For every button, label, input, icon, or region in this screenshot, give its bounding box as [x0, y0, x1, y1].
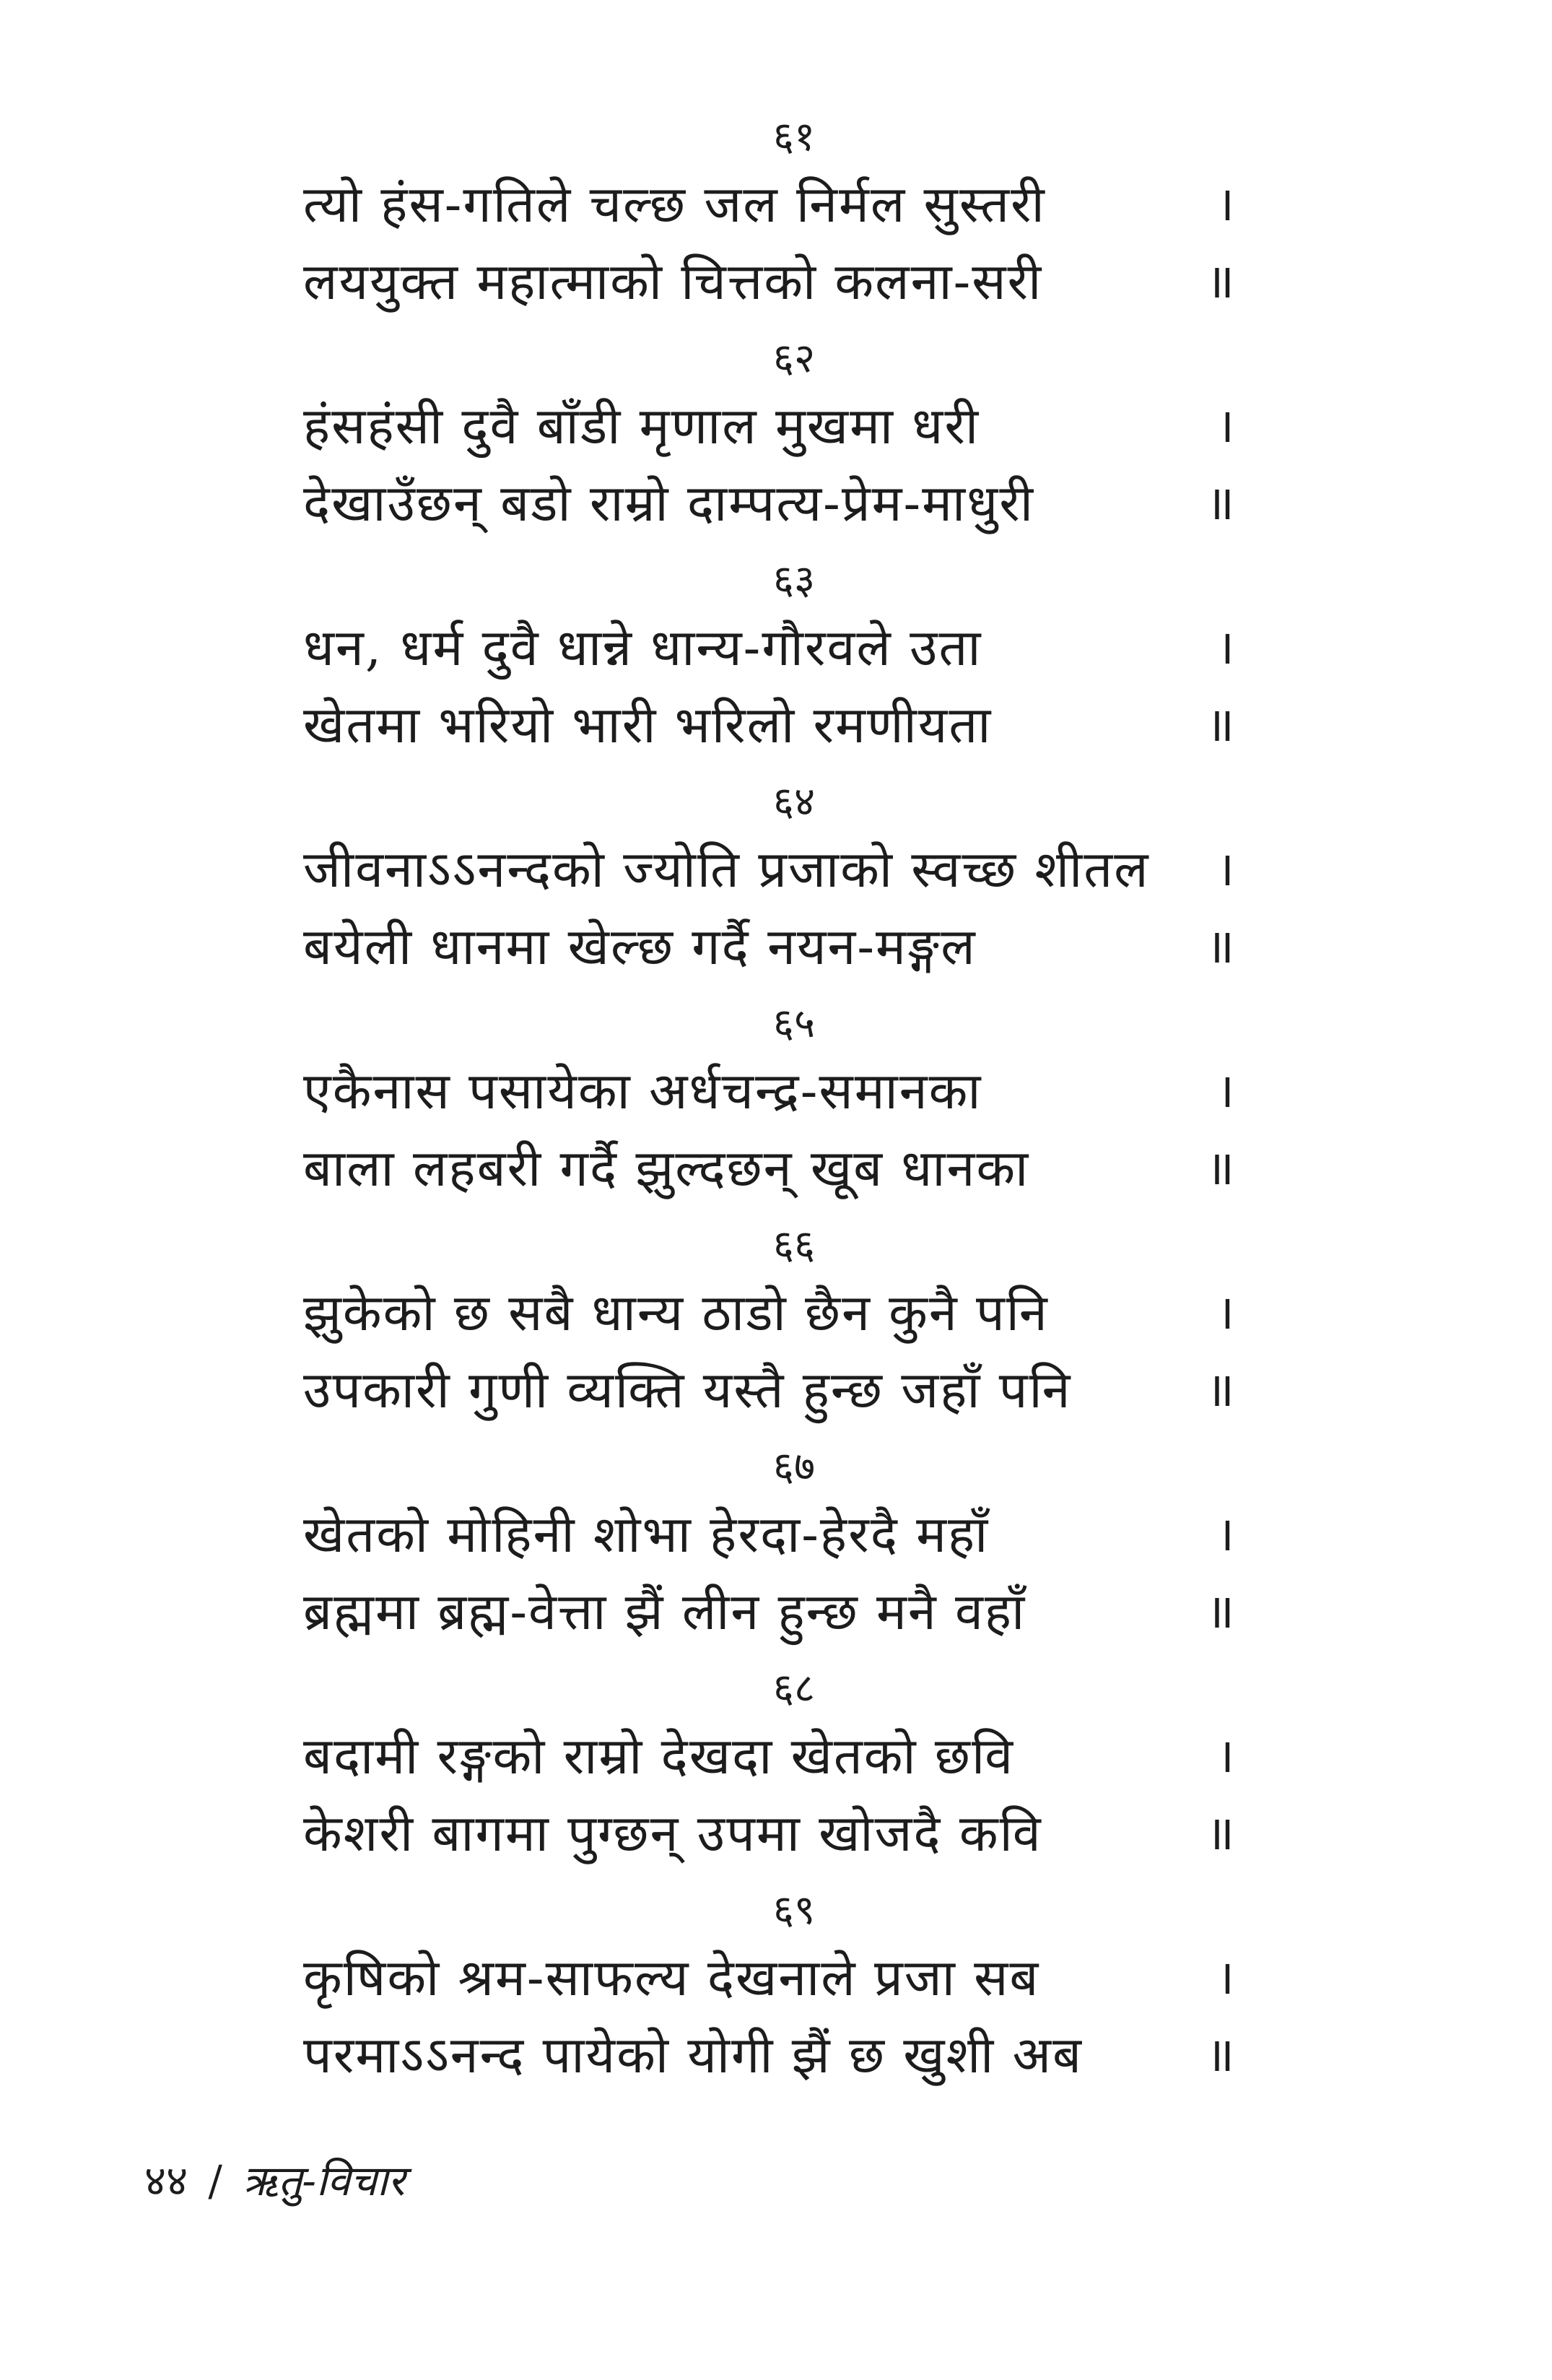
verse-line-text: परमाऽऽनन्द पायेको योगी झैं छ खुशी अब: [303, 2025, 1083, 2085]
stanza: [303, 1660, 1242, 1882]
page-footer: [144, 2148, 405, 2213]
double-danda-mark: ॥: [1206, 475, 1234, 531]
verse-line: [303, 1273, 1234, 1352]
stanza: [303, 108, 1242, 330]
double-danda-mark: ॥: [1206, 2027, 1234, 2082]
verse-line-text: कृषिको श्रम-साफल्य देखनाले प्रजा सब: [303, 1948, 1040, 2007]
verse-line-text: देखाउँछन् बडो राम्रो दाम्पत्य-प्रेम-माधुरी: [303, 474, 1034, 533]
book-title: ऋतु-विचार: [242, 2156, 405, 2205]
danda-mark: ।: [1216, 620, 1234, 675]
verse-line: [303, 830, 1234, 909]
verse-number: ६३: [772, 557, 816, 604]
verse-number: ६६: [772, 1222, 816, 1269]
stanza: [303, 1438, 1242, 1660]
danda-mark: ।: [1216, 176, 1234, 232]
verse-line: [303, 685, 1234, 765]
verse-number: ६४: [772, 778, 816, 825]
double-danda-mark: ॥: [1206, 918, 1234, 974]
verse-line: [303, 907, 1234, 986]
danda-mark: ।: [1216, 398, 1234, 453]
verse-line-text: लययुक्त महात्माको चित्तको कलना-सरी: [303, 252, 1043, 311]
double-danda-mark: ॥: [1206, 1362, 1234, 1417]
poem-body: [303, 108, 1242, 2103]
verse-line: [303, 1716, 1234, 1796]
verse-line-text: ब्रह्ममा ब्रह्म-वेत्ता झैं लीन हुन्छ मनै वहाँ: [303, 1582, 1026, 1641]
verse-line-text: बदामी रङ्गको राम्रो देखदा खेतको छवि: [303, 1727, 1014, 1786]
verse-line-text: बयेली धानमा खेल्छ गर्दै नयन-मङ्गल: [303, 917, 977, 976]
verse-line: [303, 464, 1234, 543]
verse-line: [303, 1794, 1234, 1873]
verse-line: [303, 1495, 1234, 1574]
page-number: ४४: [144, 2156, 188, 2205]
danda-mark: ।: [1216, 1285, 1234, 1340]
verse-line-text: केशरी बागमा पुग्छन् उपमा खोजदै कवि: [303, 1804, 1042, 1863]
verse-line-text: उपकारी गुणी व्यक्ति यस्तै हुन्छ जहाँ पनि: [303, 1360, 1072, 1420]
verse-line: [303, 165, 1234, 244]
verse-line-text: बाला लहबरी गर्दै झुल्दछन् खूब धानका: [303, 1139, 1030, 1198]
stanza: [303, 995, 1242, 1217]
danda-mark: ।: [1216, 1728, 1234, 1784]
verse-number: ६७: [772, 1443, 816, 1490]
verse-line: [303, 1938, 1234, 2018]
double-danda-mark: ॥: [1206, 1584, 1234, 1639]
verse-line: [303, 386, 1234, 466]
double-danda-mark: ॥: [1206, 1140, 1234, 1196]
danda-mark: ।: [1216, 1063, 1234, 1119]
verse-line: [303, 608, 1234, 687]
verse-number: ६९: [772, 1887, 816, 1934]
verse-line: [303, 1129, 1234, 1208]
verse-number: ६५: [772, 1000, 816, 1047]
danda-mark: ।: [1216, 841, 1234, 897]
verse-line-text: धन, धर्म दुवै धान्ने धान्य-गौरवले उता: [303, 618, 982, 677]
verse-line-text: जीवनाऽऽनन्दको ज्योति प्रजाको स्वच्छ शीतल: [303, 840, 1150, 899]
verse-line-text: झुकेको छ सबै धान्य ठाडो छैन कुनै पनि: [303, 1283, 1049, 1342]
stanza: [303, 773, 1242, 995]
verse-line: [303, 1350, 1234, 1430]
verse-line: [303, 242, 1234, 321]
verse-line-text: खेतमा भरियो भारी भरिलो रमणीयता: [303, 695, 993, 755]
double-danda-mark: ॥: [1206, 697, 1234, 752]
verse-line-text: हंसहंसी दुवै बाँडी मृणाल मुखमा धरी: [303, 396, 980, 456]
verse-line-text: खेतको मोहिनी शोभा हेरदा-हेरदै महाँ: [303, 1505, 990, 1564]
verse-number: ६१: [772, 113, 816, 160]
double-danda-mark: ॥: [1206, 1805, 1234, 1861]
stanza: [303, 1217, 1242, 1438]
danda-mark: ।: [1216, 1950, 1234, 2005]
verse-line-text: एकैनास पसायेका अर्धचन्द्र-समानका: [303, 1061, 982, 1121]
verse-line: [303, 1572, 1234, 1651]
danda-mark: ।: [1216, 1506, 1234, 1562]
verse-line: [303, 2015, 1234, 2095]
stanza: [303, 330, 1242, 552]
verse-line-text: त्यो हंस-गतिले चल्छ जल निर्मल सुस्तरी: [303, 175, 1046, 234]
verse-number: ६२: [772, 335, 816, 382]
verse-line: [303, 1051, 1234, 1131]
double-danda-mark: ॥: [1206, 253, 1234, 309]
verse-number: ६८: [772, 1665, 816, 1712]
stanza: [303, 552, 1242, 773]
footer-separator: /: [208, 2156, 222, 2205]
stanza: [303, 1882, 1242, 2103]
